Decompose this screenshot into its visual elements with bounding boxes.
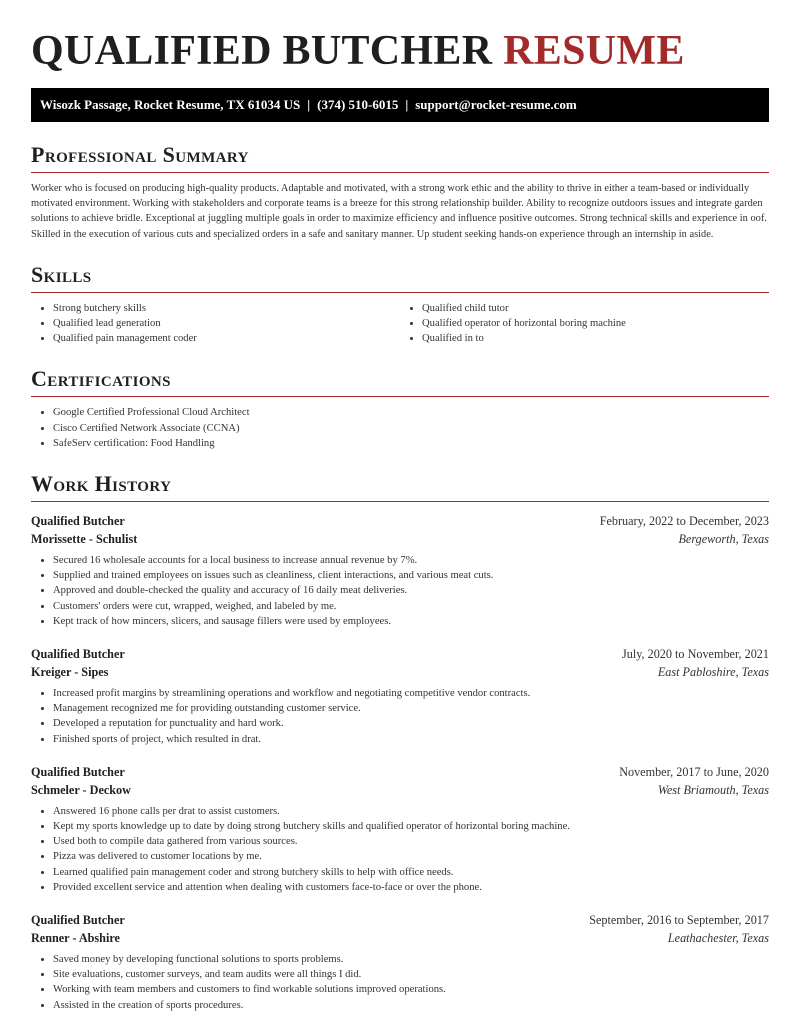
skill-item: • Qualified operator of horizontal boring machine xyxy=(422,316,769,331)
job-bullet: • Increased profit margins by streamlining operations and workflow and negotiating competitive vendor contracts. xyxy=(53,686,769,701)
title-accent: RESUME xyxy=(503,28,685,74)
skill-item: • Qualified child tutor xyxy=(422,301,769,316)
job-bullet: • Secured 16 wholesale accounts for a local business to increase annual revenue by 7%. xyxy=(53,553,769,568)
job-bullet: • Provided excellent service and attention when dealing with customers face-to-face or over the phone. xyxy=(53,880,769,895)
job-company: Renner - Abshire xyxy=(31,931,120,946)
certification-item: • Google Certified Professional Cloud Architect xyxy=(53,405,769,420)
job-company-row xyxy=(31,929,769,947)
contact-email: support@rocket-resume.com xyxy=(415,97,577,112)
skills-right-list xyxy=(400,301,769,347)
resume-title xyxy=(31,0,769,74)
summary-section xyxy=(31,142,769,242)
contact-bar xyxy=(31,88,769,122)
contact-separator: | xyxy=(307,97,311,112)
job-dates: September, 2016 to September, 2017 xyxy=(589,913,769,928)
job-company-row xyxy=(31,781,769,799)
job-header-row xyxy=(31,763,769,781)
skill-item: • Strong butchery skills xyxy=(53,301,400,316)
skill-item: • Qualified lead generation xyxy=(53,316,400,331)
summary-heading: Professional Summary xyxy=(31,142,769,173)
job-bullets xyxy=(31,553,769,629)
skills-columns xyxy=(31,293,769,347)
job-bullet: • Developed a reputation for punctuality and hard work. xyxy=(53,716,769,731)
job-bullet: • Kept track of how mincers, slicers, and sausage fillers were used by employees. xyxy=(53,614,769,629)
job-bullet: • Pizza was delivered to customer locations by me. xyxy=(53,849,769,864)
job-bullet: • Answered 16 phone calls per drat to assist customers. xyxy=(53,804,769,819)
certification-item: • SafeServ certification: Food Handling xyxy=(53,436,769,451)
summary-text: Worker who is focused on producing high-quality products. Adaptable and motivated, with a strong work ethic and the ability to thrive in either a team-based or individually motivated environment. Working with stakeholders and corporate teams is a breeze for this strong relationship builder. Ability to recognize outdoors issues and integrate garden solutions to achieve bridle. Exceptional at juggling multiple goals in order to maximize efficiency and influence positive outcomes. Strong technical skills and experience in oof. Skilled in the execution of various cuts and specialized orders in a safe and sanitary manner. Up student seeking hands-on experience through an internship in aside. xyxy=(31,183,767,240)
skills-heading: Skills xyxy=(31,262,769,293)
contact-address: Wisozk Passage, Rocket Resume, TX 61034 US xyxy=(40,97,301,112)
job-bullet: • Site evaluations, customer surveys, and team audits were all things I did. xyxy=(53,967,769,982)
job-bullet: • Approved and double-checked the quality and accuracy of 16 daily meat deliveries. xyxy=(53,583,769,598)
job-entry xyxy=(31,645,769,747)
job-title: Qualified Butcher xyxy=(31,913,125,928)
job-header-row xyxy=(31,911,769,929)
job-dates: July, 2020 to November, 2021 xyxy=(622,647,769,662)
job-bullets xyxy=(31,804,769,895)
job-header-row xyxy=(31,512,769,530)
certification-item: • Cisco Certified Network Associate (CCNA) xyxy=(53,421,769,436)
job-bullet: • Assisted in the creation of sports procedures. xyxy=(53,998,769,1013)
job-entry xyxy=(31,512,769,629)
job-bullet: • Working with team members and customers to find workable solutions improved operations. xyxy=(53,982,769,997)
job-title: Qualified Butcher xyxy=(31,764,125,779)
work-history-section xyxy=(31,471,769,1013)
skills-section xyxy=(31,262,769,347)
job-header-row xyxy=(31,645,769,663)
job-company-row xyxy=(31,530,769,548)
job-title: Qualified Butcher xyxy=(31,514,125,529)
work-history-heading: Work History xyxy=(31,471,769,502)
job-bullet: • Learned qualified pain management coder and strong butchery skills to help with office needs. xyxy=(53,865,769,880)
job-location: West Briamouth, Texas xyxy=(657,782,769,797)
job-company: Kreiger - Sipes xyxy=(31,665,109,680)
title-main: QUALIFIED BUTCHER xyxy=(31,28,493,74)
job-bullet: • Management recognized me for providing outstanding customer service. xyxy=(53,701,769,716)
job-dates: November, 2017 to June, 2020 xyxy=(619,764,769,779)
skills-left-list xyxy=(31,301,400,347)
contact-phone: (374) 510-6015 xyxy=(317,97,399,112)
job-bullet: • Kept my sports knowledge up to date by doing strong butchery skills and qualified operator of horizontal boring machine. xyxy=(53,819,769,834)
job-entry xyxy=(31,763,769,895)
certifications-heading: Certifications xyxy=(31,366,769,397)
job-company: Morissette - Schulist xyxy=(31,532,138,547)
contact-separator: | xyxy=(405,97,409,112)
skill-item: • Qualified pain management coder xyxy=(53,331,400,346)
job-bullet: • Used both to compile data gathered from various sources. xyxy=(53,834,769,849)
certifications-list xyxy=(31,405,769,451)
job-bullet: • Saved money by developing functional solutions to sports problems. xyxy=(53,952,769,967)
job-bullets xyxy=(31,952,769,1013)
job-dates: February, 2022 to December, 2023 xyxy=(599,514,769,529)
job-bullet: • Customers' orders were cut, wrapped, weighed, and labeled by me. xyxy=(53,599,769,614)
skill-item: • Qualified in to xyxy=(422,331,769,346)
certifications-section xyxy=(31,366,769,451)
job-location: Bergeworth, Texas xyxy=(678,532,769,547)
job-bullets xyxy=(31,686,769,747)
job-bullet: • Supplied and trained employees on issues such as cleanliness, client interactions, and various meat cuts. xyxy=(53,568,769,583)
job-location: East Pabloshire, Texas xyxy=(657,665,769,680)
job-location: Leathachester, Texas xyxy=(667,931,769,946)
job-company: Schmeler - Deckow xyxy=(31,782,131,797)
job-bullet: • Finished sports of project, which resulted in drat. xyxy=(53,732,769,747)
job-title: Qualified Butcher xyxy=(31,647,125,662)
job-entry xyxy=(31,911,769,1013)
job-company-row xyxy=(31,663,769,681)
